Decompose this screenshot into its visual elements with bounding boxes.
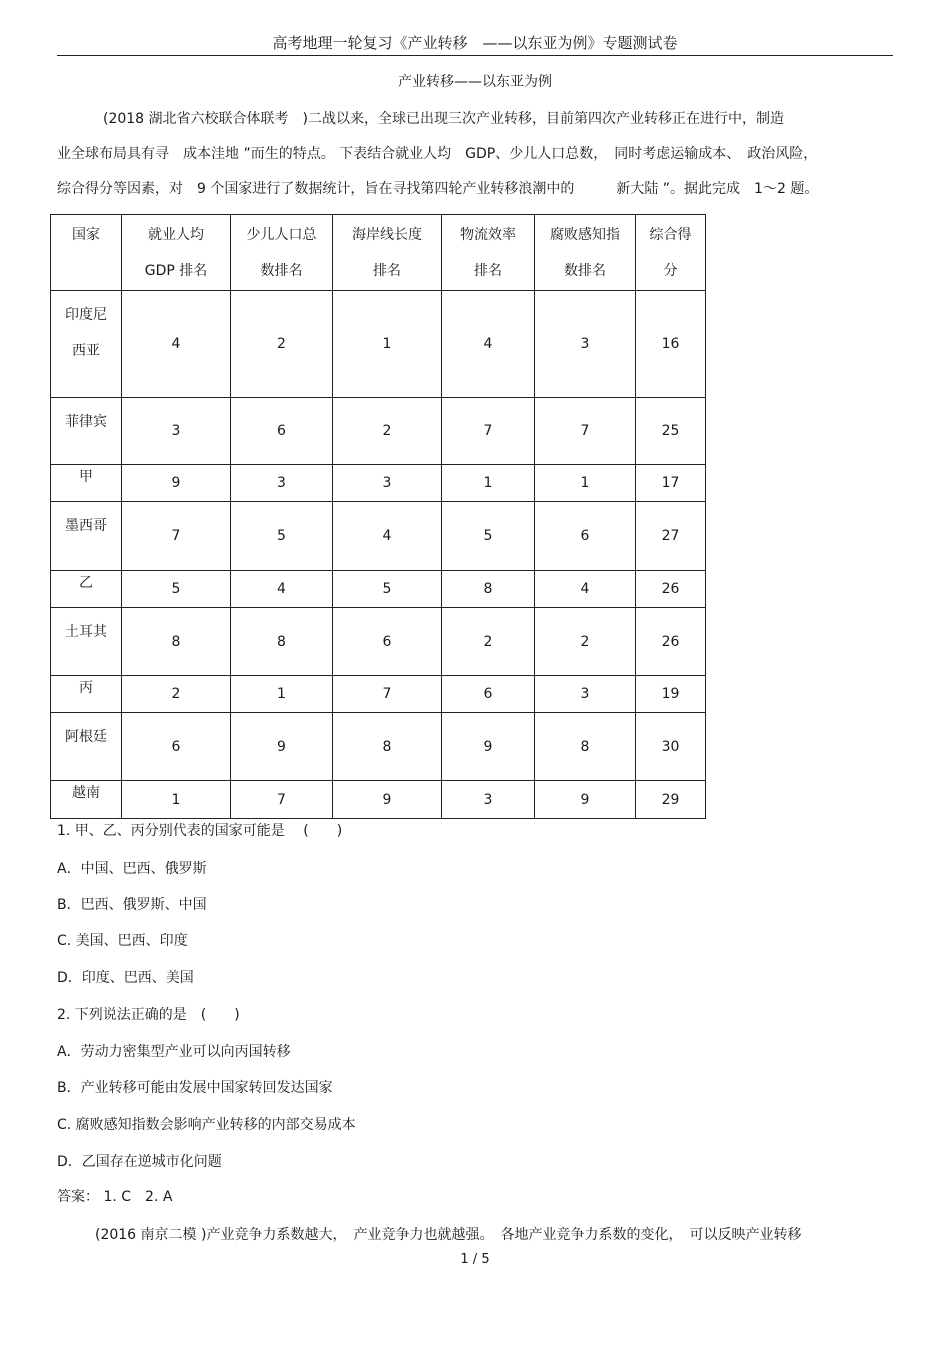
table-row xyxy=(51,291,706,398)
value-cell: 1 xyxy=(122,781,231,819)
value-cell: 1 xyxy=(231,676,333,713)
value-cell: 3 xyxy=(122,398,231,465)
value-cell: 7 xyxy=(333,676,442,713)
question-2-option-d: D．乙国存在逆城市化问题 xyxy=(57,1154,222,1170)
table-row xyxy=(51,676,706,713)
table-row xyxy=(51,465,706,502)
score-cell: 25 xyxy=(636,398,706,465)
value-cell: 3 xyxy=(442,781,535,819)
value-cell: 7 xyxy=(122,502,231,571)
value-cell: 8 xyxy=(442,571,535,608)
header-logistics-rank: 物流效率 排名 xyxy=(442,215,535,291)
value-cell: 4 xyxy=(442,291,535,398)
intro-paragraph xyxy=(57,102,893,207)
table-row xyxy=(51,713,706,781)
header-gdp-rank: 就业人均 GDP 排名 xyxy=(122,215,231,291)
value-cell: 1 xyxy=(333,291,442,398)
value-cell: 7 xyxy=(442,398,535,465)
country-cell: 印度尼 西亚 xyxy=(51,291,122,398)
score-cell: 17 xyxy=(636,465,706,502)
value-cell: 9 xyxy=(333,781,442,819)
score-cell: 27 xyxy=(636,502,706,571)
country-cell: 菲律宾 xyxy=(51,398,122,465)
table-row xyxy=(51,502,706,571)
header-total-score: 综合得 分 xyxy=(636,215,706,291)
intro-line-1: (2018 湖北省六校联合体联考 )二战以来，全球已出现三次产业转移，目前第四次产业转移正在进行中，制造 xyxy=(103,111,785,127)
value-cell: 7 xyxy=(535,398,636,465)
table-row xyxy=(51,781,706,819)
intro-line-2: 业全球布局具有寻 成本洼地 ”而生的特点。 下表结合就业人均 GDP、少儿人口总数， 同时考虑运输成本、 政治风险， xyxy=(57,146,818,162)
header-child-population-rank: 少儿人口总 数排名 xyxy=(231,215,333,291)
value-cell: 9 xyxy=(122,465,231,502)
page-number: 1 / 5 xyxy=(460,1252,490,1267)
value-cell: 8 xyxy=(122,608,231,676)
question-1-option-d: D．印度、巴西、美国 xyxy=(57,970,194,986)
value-cell: 2 xyxy=(333,398,442,465)
value-cell: 8 xyxy=(231,608,333,676)
value-cell: 2 xyxy=(442,608,535,676)
country-cell: 丙 xyxy=(51,676,122,713)
value-cell: 3 xyxy=(535,291,636,398)
question-2-stem: 2. 下列说法正确的是 ( ) xyxy=(57,1007,240,1023)
value-cell: 8 xyxy=(333,713,442,781)
section-title: 产业转移——以东亚为例 xyxy=(398,74,552,90)
value-cell: 2 xyxy=(231,291,333,398)
value-cell: 4 xyxy=(333,502,442,571)
value-cell: 8 xyxy=(535,713,636,781)
value-cell: 6 xyxy=(231,398,333,465)
header-country: 国家 xyxy=(51,215,122,291)
score-cell: 19 xyxy=(636,676,706,713)
country-cell: 墨西哥 xyxy=(51,502,122,571)
value-cell: 4 xyxy=(535,571,636,608)
value-cell: 6 xyxy=(442,676,535,713)
value-cell: 1 xyxy=(442,465,535,502)
value-cell: 6 xyxy=(333,608,442,676)
value-cell: 2 xyxy=(122,676,231,713)
country-cell: 阿根廷 xyxy=(51,713,122,781)
value-cell: 7 xyxy=(231,781,333,819)
question-2-option-b: B．产业转移可能由发展中国家转回发达国家 xyxy=(57,1080,333,1096)
value-cell: 5 xyxy=(122,571,231,608)
score-cell: 26 xyxy=(636,571,706,608)
next-question-intro: (2016 南京二模 )产业竞争力系数越大， 产业竞争力也就越强。 各地产业竞争力系数的变化， 可以反映产业转移 xyxy=(95,1227,802,1243)
value-cell: 4 xyxy=(122,291,231,398)
header-divider xyxy=(57,55,893,56)
country-cell: 甲 xyxy=(51,465,122,502)
country-cell: 乙 xyxy=(51,571,122,608)
value-cell: 1 xyxy=(535,465,636,502)
value-cell: 9 xyxy=(231,713,333,781)
intro-line-3: 综合得分等因素，对 9 个国家进行了数据统计，旨在寻找第四轮产业转移浪潮中的 新大陆 ”。据此完成 1～2 题。 xyxy=(57,181,819,197)
table-header-row xyxy=(51,215,706,291)
country-cell: 越南 xyxy=(51,781,122,819)
value-cell: 3 xyxy=(231,465,333,502)
question-2-option-a: A．劳动力密集型产业可以向丙国转移 xyxy=(57,1044,291,1060)
answer-line: 答案： 1. C 2. A xyxy=(57,1189,173,1205)
value-cell: 2 xyxy=(535,608,636,676)
score-cell: 29 xyxy=(636,781,706,819)
table-row xyxy=(51,398,706,465)
value-cell: 5 xyxy=(333,571,442,608)
value-cell: 5 xyxy=(442,502,535,571)
question-1-stem: 1. 甲、乙、丙分别代表的国家可能是 ( ) xyxy=(57,823,343,839)
table-row xyxy=(51,608,706,676)
table-row xyxy=(51,571,706,608)
score-cell: 26 xyxy=(636,608,706,676)
value-cell: 6 xyxy=(122,713,231,781)
country-ranking-table xyxy=(50,214,706,819)
question-1-option-b: B．巴西、俄罗斯、中国 xyxy=(57,897,207,913)
page-header-title: 高考地理一轮复习《产业转移 ——以东亚为例》专题测试卷 xyxy=(272,34,678,52)
header-corruption-rank: 腐败感知指 数排名 xyxy=(535,215,636,291)
value-cell: 6 xyxy=(535,502,636,571)
value-cell: 3 xyxy=(535,676,636,713)
question-2-option-c: C. 腐败感知指数会影响产业转移的内部交易成本 xyxy=(57,1117,356,1133)
value-cell: 4 xyxy=(231,571,333,608)
score-cell: 16 xyxy=(636,291,706,398)
question-1-option-a: A．中国、巴西、俄罗斯 xyxy=(57,861,207,877)
value-cell: 3 xyxy=(333,465,442,502)
header-coastline-rank: 海岸线长度 排名 xyxy=(333,215,442,291)
question-1-option-c: C. 美国、巴西、印度 xyxy=(57,933,188,949)
country-cell: 土耳其 xyxy=(51,608,122,676)
score-cell: 30 xyxy=(636,713,706,781)
value-cell: 9 xyxy=(442,713,535,781)
value-cell: 5 xyxy=(231,502,333,571)
value-cell: 9 xyxy=(535,781,636,819)
